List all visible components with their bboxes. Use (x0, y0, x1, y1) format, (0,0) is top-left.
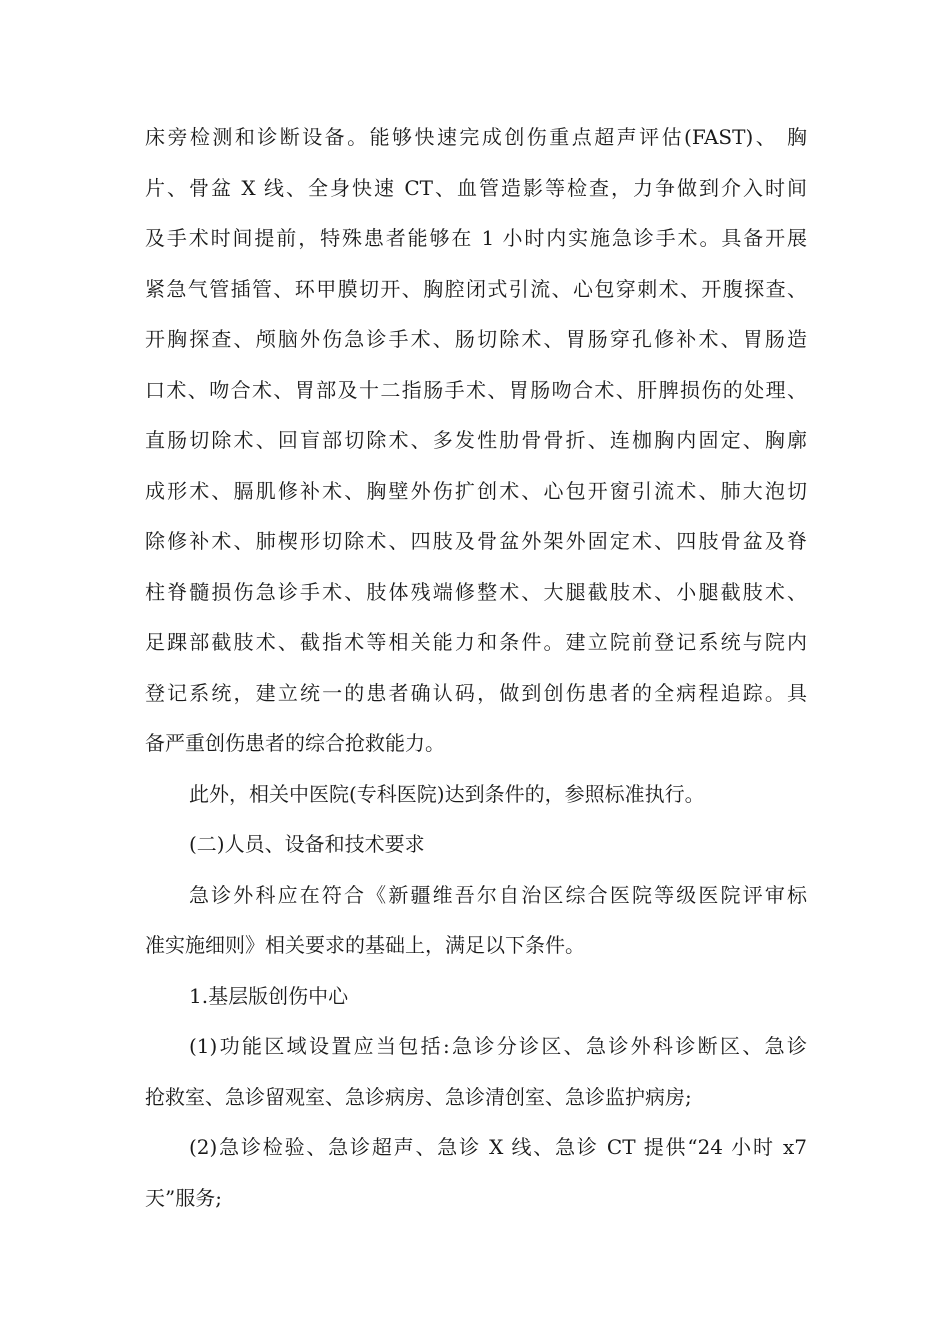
text-line: 柱脊髓损伤急诊手术、肢体残端修整术、大腿截肢术、小腿截肢术、 (145, 579, 807, 604)
paragraph-line: 此外，相关中医院(专科医院)达到条件的，参照标准执行。 (189, 781, 705, 806)
text-line: 直肠切除术、回盲部切除术、多发性肋骨骨折、连枷胸内固定、胸廓 (145, 428, 807, 452)
text-line: 开胸探查、颅脑外伤急诊手术、肠切除术、胃肠穿孔修补术、胃肠造 (145, 327, 807, 351)
list-item-line: (2)急诊检验、急诊超声、急诊 X 线、急诊 CT 提供“24 小时 x7 (189, 1135, 807, 1159)
text-line: 床旁检测和诊断设备。能够快速完成创伤重点超声评估(FAST)、 胸 (145, 125, 807, 149)
text-line: 及手术时间提前，特殊患者能够在 1 小时内实施急诊手术。具备开展 (145, 226, 807, 250)
section-heading: (二)人员、设备和技术要求 (189, 832, 425, 856)
text-line: 准实施细则》相关要求的基础上，满足以下条件。 (145, 933, 585, 957)
paragraph-line: 急诊外科应在符合《新疆维吾尔自治区综合医院等级医院评审标 (189, 882, 807, 907)
subsection-heading: 1.基层版创伤中心 (189, 983, 349, 1008)
document-body (145, 112, 807, 1223)
text-line: 紧急气管插管、环甲膜切开、胸腔闭式引流、心包穿刺术、开腹探查、 (145, 276, 807, 301)
list-item-line: (1)功能区域设置应当包括:急诊分诊区、急诊外科诊断区、急诊 (189, 1034, 807, 1058)
text-line: 口术、吻合术、胃部及十二指肠手术、胃肠吻合术、肝脾损伤的处理、 (145, 377, 807, 402)
text-line: 足踝部截肢术、截指术等相关能力和条件。建立院前登记系统与院内 (145, 630, 807, 654)
text-line: 抢救室、急诊留观室、急诊病房、急诊清创室、急诊监护病房; (145, 1084, 692, 1109)
text-line: 片、骨盆 X 线、全身快速 CT、血管造影等检查，力争做到介入时间 (145, 175, 807, 200)
text-line: 除修补术、肺楔形切除术、四肢及骨盆外架外固定术、四肢骨盆及脊 (145, 529, 807, 553)
text-line: 天”服务; (145, 1185, 222, 1210)
text-line: 备严重创伤患者的综合抢救能力。 (145, 731, 445, 755)
text-line: 成形术、膈肌修补术、胸壁外伤扩创术、心包开窗引流术、肺大泡切 (145, 478, 807, 503)
text-line: 登记系统，建立统一的患者确认码，做到创伤患者的全病程追踪。具 (145, 680, 807, 705)
